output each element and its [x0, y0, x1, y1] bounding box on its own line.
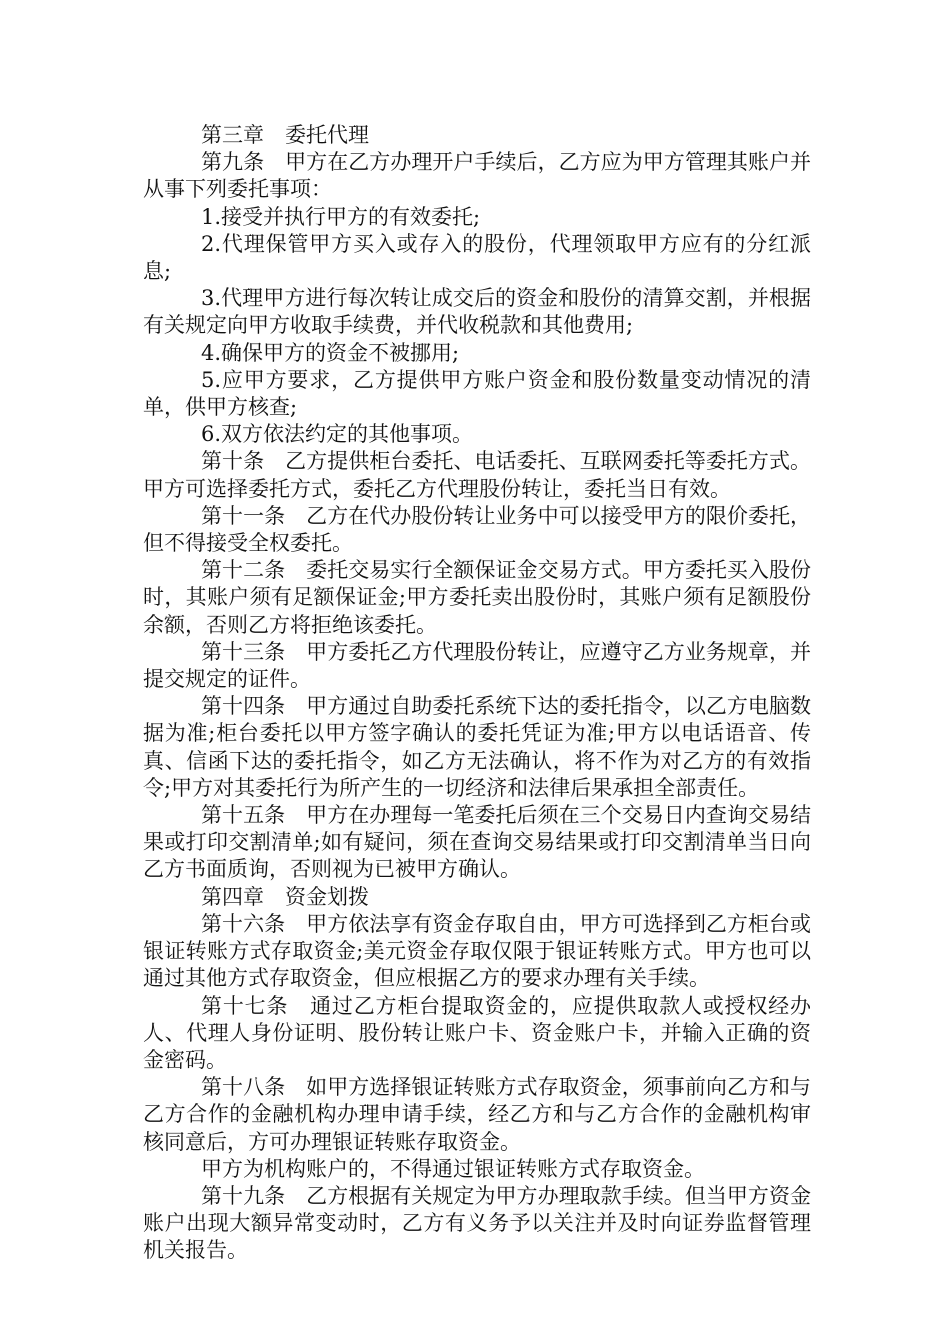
article-13: 第十三条 甲方委托乙方代理股份转让，应遵守乙方业务规章，并提交规定的证件。	[143, 639, 811, 692]
article-19: 第十九条 乙方根据有关规定为甲方办理取款手续。但当甲方资金账户出现大额异常变动时，乙方有义务予以关注并及时向证券监督管理机关报告。	[143, 1183, 811, 1263]
chapter-heading-3: 第三章 委托代理	[201, 123, 369, 147]
article-11: 第十一条 乙方在代办股份转让业务中可以接受甲方的限价委托，但不得接受全权委托。	[143, 503, 811, 556]
list-item-3: 3.代理甲方进行每次转让成交后的资金和股份的清算交割，并根据有关规定向甲方收取手续费，并代收税款和其他费用;	[143, 286, 811, 338]
article-12: 第十二条 委托交易实行全额保证金交易方式。甲方委托买入股份时，其账户须有足额保证金;甲方委托卖出股份时，其账户须有足额股份余额，否则乙方将拒绝该委托。	[143, 558, 811, 637]
article-16: 第十六条 甲方依法享有资金存取自由，甲方可选择到乙方柜台或银证转账方式存取资金;美元资金存取仅限于银证转账方式。甲方也可以通过其他方式存取资金，但应根据乙方的要求办理有关手续。	[143, 911, 811, 991]
list-item-6: 6.双方依法约定的其他事项。	[201, 422, 474, 447]
list-item-1: 1.接受并执行甲方的有效委托;	[201, 204, 481, 229]
article-18: 第十八条 如甲方选择银证转账方式存取资金，须事前向乙方和与乙方合作的金融机构办理申请手续，经乙方和与乙方合作的金融机构审核同意后，方可办理银证转账存取资金。	[143, 1075, 811, 1154]
chapter-heading-4: 第四章 资金划拨	[201, 884, 369, 909]
list-item-4: 4.确保甲方的资金不被挪用;	[201, 340, 460, 365]
article-15: 第十五条 甲方在办理每一笔委托后须在三个交易日内查询交易结果或打印交割清单;如有疑问，须在查询交易结果或打印交割清单当日向乙方书面质询，否则视为已被甲方确认。	[143, 803, 811, 882]
article-9: 第九条 甲方在乙方办理开户手续后，乙方应为甲方管理其账户并从事下列委托事项：	[143, 150, 811, 202]
article-14: 第十四条 甲方通过自助委托系统下达的委托指令，以乙方电脑数据为准;柜台委托以甲方签字确认的委托凭证为准;甲方以电话语音、传真、信函下达的委托指令，如乙方无法确认，将不作为对乙方的有效指令;甲方对其委托行为所产生的一切经济和法律后果承担全部责任。	[143, 694, 811, 800]
document-body	[143, 122, 811, 1265]
article-18-note: 甲方为机构账户的，不得通过银证转账方式存取资金。	[201, 1156, 705, 1181]
article-10: 第十条 乙方提供柜台委托、电话委托、互联网委托等委托方式。甲方可选择委托方式，委托乙方代理股份转让，委托当日有效。	[143, 449, 811, 501]
list-item-2: 2.代理保管甲方买入或存入的股份，代理领取甲方应有的分红派息;	[143, 231, 811, 284]
article-17: 第十七条 通过乙方柜台提取资金的，应提供取款人或授权经办人、代理人身份证明、股份转让账户卡、资金账户卡，并输入正确的资金密码。	[143, 993, 811, 1072]
list-item-5: 5.应甲方要求，乙方提供甲方账户资金和股份数量变动情况的清单，供甲方核查;	[143, 367, 811, 420]
